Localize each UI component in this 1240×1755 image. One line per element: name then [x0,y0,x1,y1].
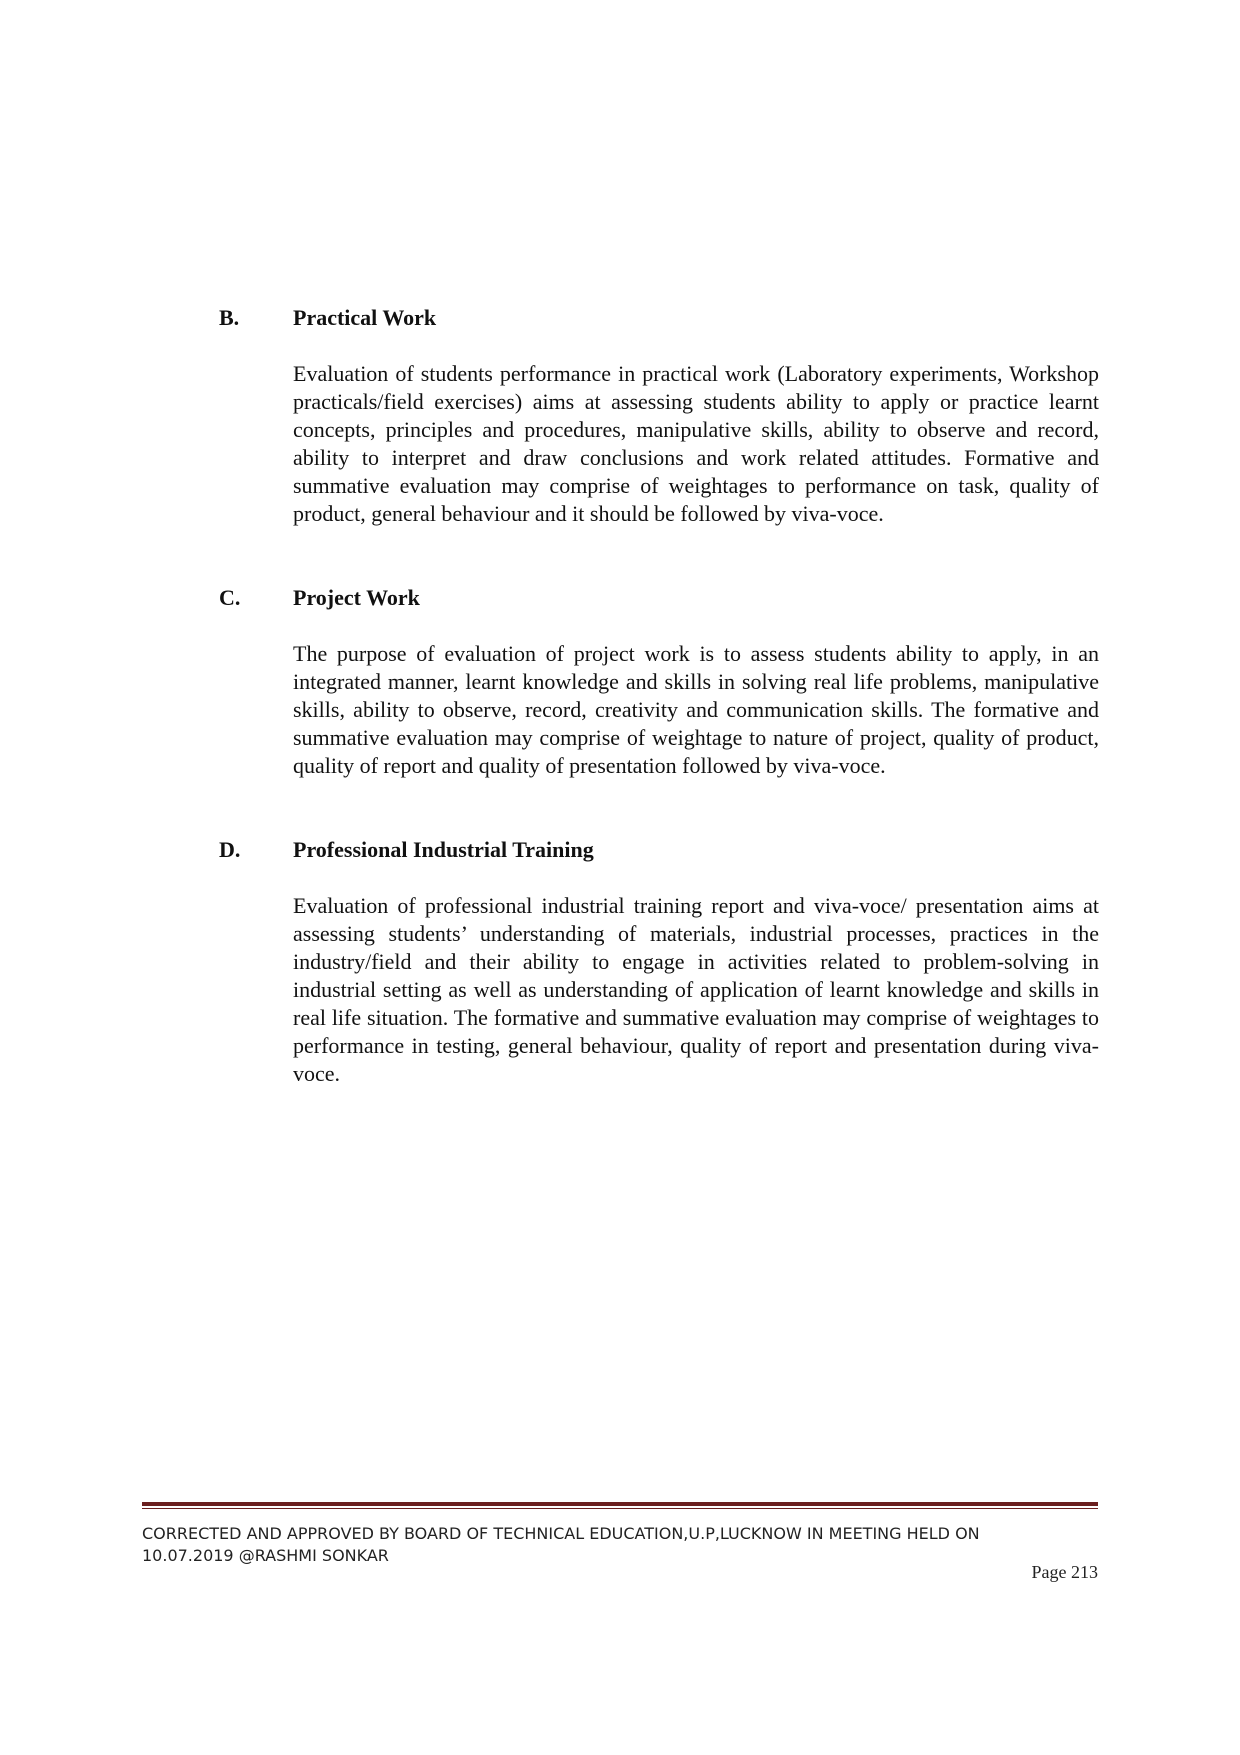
section-title: Professional Industrial Training [293,837,594,862]
section-letter: B. [219,305,240,330]
footer-line-2: 10.07.2019 @RASHMI SONKAR [142,1546,389,1565]
section-professional-industrial-training [219,836,1099,1088]
section-practical-work [219,304,1099,528]
footer-line-1: CORRECTED AND APPROVED BY BOARD OF TECHNICAL EDUCATION,U.P,LUCKNOW IN MEETING HELD ON [142,1524,980,1543]
section-letter: D. [219,837,241,862]
section-project-work [219,584,1099,780]
section-title: Practical Work [293,305,437,330]
page-number: Page 213 [1031,1562,1098,1582]
section-heading [219,584,1099,612]
footer-approval-note [142,1523,1098,1567]
section-paragraph: The purpose of evaluation of project work is to assess students ability to apply, in an integrated manner, learnt knowledge and skills in solving real life problems, manipulative skills, ability to observe, record, creativity and communication skills. The formative and summative evaluation may comprise of weightage to nature of project, quality of product, quality of report and quality of presentation followed by viva-voce. [293,641,1099,778]
page-footer [142,1502,1098,1582]
section-heading [219,304,1099,332]
footer-rule [142,1502,1098,1506]
section-heading [219,836,1099,864]
section-paragraph: Evaluation of professional industrial training report and viva-voce/ presentation aims at assessing students’ understanding of materials, industrial processes, practices in the industry/field and their ability to engage in activities related to problem-solving in industrial setting as well as understanding of application of learnt knowledge and skills in real life situation. The formative and summative evaluation may comprise of weightages to performance in testing, general behaviour, quality of report and presentation during viva-voce. [293,893,1099,1086]
section-paragraph: Evaluation of students performance in practical work (Laboratory experiments, Workshop practicals/field exercises) aims at assessing students ability to apply or practice learnt concepts, principles and procedures, manipulative skills, ability to observe and record, ability to interpret and draw conclusions and work related attitudes. Formative and summative evaluation may comprise of weightages to performance on task, quality of product, general behaviour and it should be followed by viva-voce. [293,361,1099,526]
section-title: Project Work [293,585,420,610]
footer-rule-thin [142,1508,1098,1509]
section-letter: C. [219,585,241,610]
